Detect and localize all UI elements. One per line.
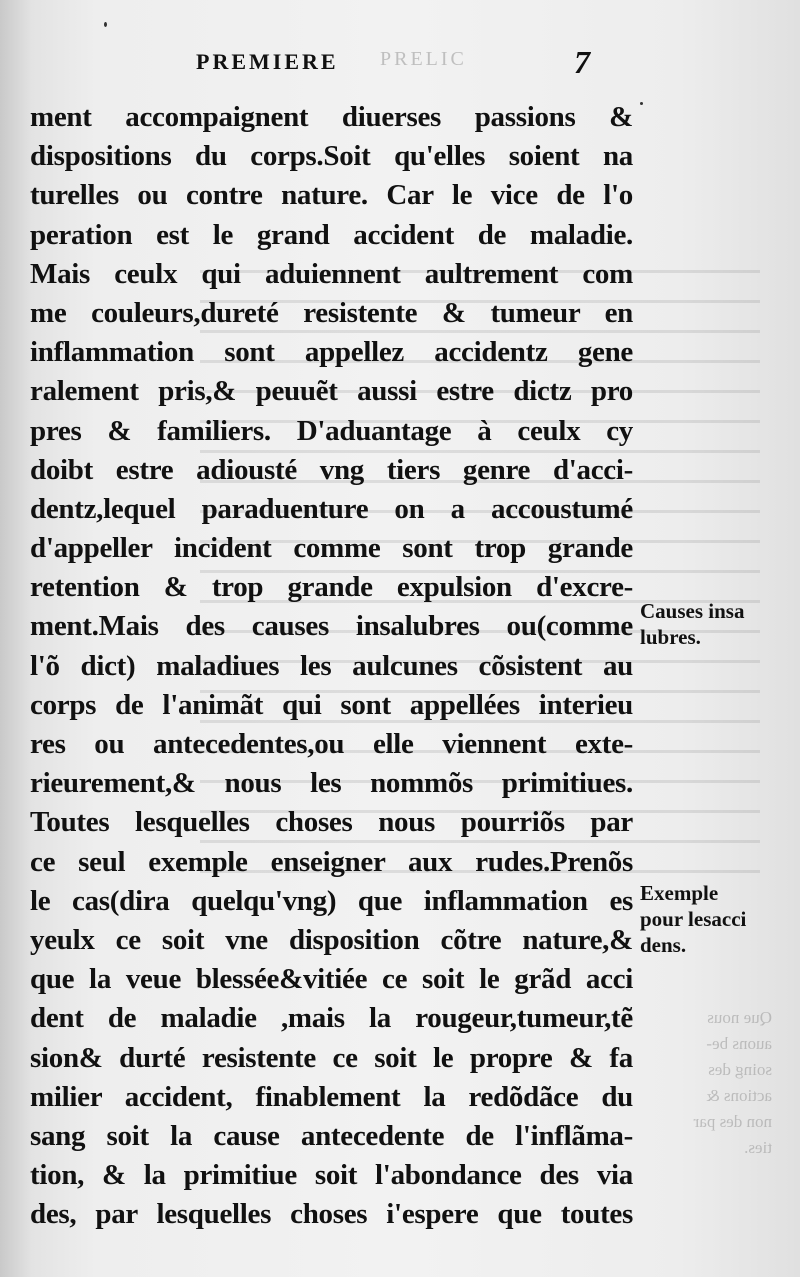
show-through-margin-note (652, 1005, 772, 1161)
running-title: PREMIERE (196, 49, 339, 74)
text-line: tion, & la primitiue soit l'abondance des via (30, 1159, 633, 1192)
text-line: rieurement,& nous les nommõs primitiues. (30, 767, 633, 800)
text-line: corps de l'animãt qui sont appellées interieu (30, 688, 633, 721)
page-number: 7 (574, 44, 590, 80)
text-line: pres & familiers. D'aduantage à ceulx cy (30, 414, 633, 447)
text-line: le cas(dira quelqu'vng) que inflammation es (30, 884, 633, 917)
text-line: sang soit la cause antecedente de l'inflãma- (30, 1119, 633, 1152)
show-through-line: Que nous (707, 1008, 772, 1027)
show-through-running-title: PRELIC (380, 48, 467, 70)
text-line: milier accident, finablement la redõdãce du (30, 1080, 633, 1113)
ink-speck (640, 102, 643, 105)
text-line: yeulx ce soit vne disposition cõtre nature,& (30, 923, 633, 956)
text-line: dispositions du corps.Soit qu'elles soient na (30, 140, 633, 173)
text-line: sion& durté resistente ce soit le propre & fa (30, 1041, 633, 1074)
text-line: Toutes lesquelles choses nous pourriõs par (30, 806, 633, 839)
text-line: dent de maladie ,mais la rougeur,tumeur,tẽ (30, 1002, 633, 1035)
text-line: dentz,lequel paraduenture on a accoustumé (30, 492, 633, 525)
text-line: peration est le grand accident de maladie. (30, 218, 633, 251)
text-line: inflammation sont appellez accidentz gene (30, 336, 633, 369)
show-through-line: soing des (708, 1060, 772, 1079)
show-through-line: actions & (706, 1086, 772, 1105)
margin-note-line: Causes insa (640, 599, 745, 623)
margin-note-line: lubres. (640, 625, 701, 649)
main-text-block (30, 98, 633, 1234)
margin-note-example (640, 880, 746, 958)
show-through-line: auons be- (706, 1034, 772, 1053)
text-line: Mais ceulx qui aduiennent aultrement com (30, 257, 633, 290)
show-through-line: non des par (693, 1112, 772, 1131)
text-line: des, par lesquelles choses i'espere que toutes (30, 1198, 633, 1231)
margin-note-causes (640, 598, 744, 650)
text-line: que la veue blessée&vitiée ce soit le grãd acci (30, 963, 633, 996)
text-line: ment.Mais des causes insalubres ou(comme (30, 610, 633, 643)
text-line: res ou antecedentes,ou elle viennent exte- (30, 728, 633, 760)
margin-note-line: pour lesacci (640, 907, 747, 931)
text-line: turelles ou contre nature. Car le vice de l'o (30, 179, 633, 212)
text-line: d'appeller incident comme sont trop grande (30, 532, 633, 565)
ink-speck (104, 22, 107, 27)
show-through-line: ties. (744, 1138, 772, 1157)
text-line: l'õ dict) maladiues les aulcunes cõsistent au (30, 649, 633, 682)
margin-note-line: dens. (640, 933, 687, 957)
margin-note-line: Exemple (640, 881, 719, 905)
text-line: retention & trop grande expulsion d'excre- (30, 571, 633, 604)
text-line: me couleurs,dureté resistente & tumeur en (30, 296, 633, 329)
text-line: doibt estre adiousté vng tiers genre d'acci- (30, 453, 633, 486)
text-line: ment accompaignent diuerses passions & (30, 101, 633, 133)
text-line: ce seul exemple enseigner aux rudes.Prenõs (30, 845, 633, 878)
text-line: ralement pris,& peuuẽt aussi estre dictz pro (30, 375, 633, 408)
